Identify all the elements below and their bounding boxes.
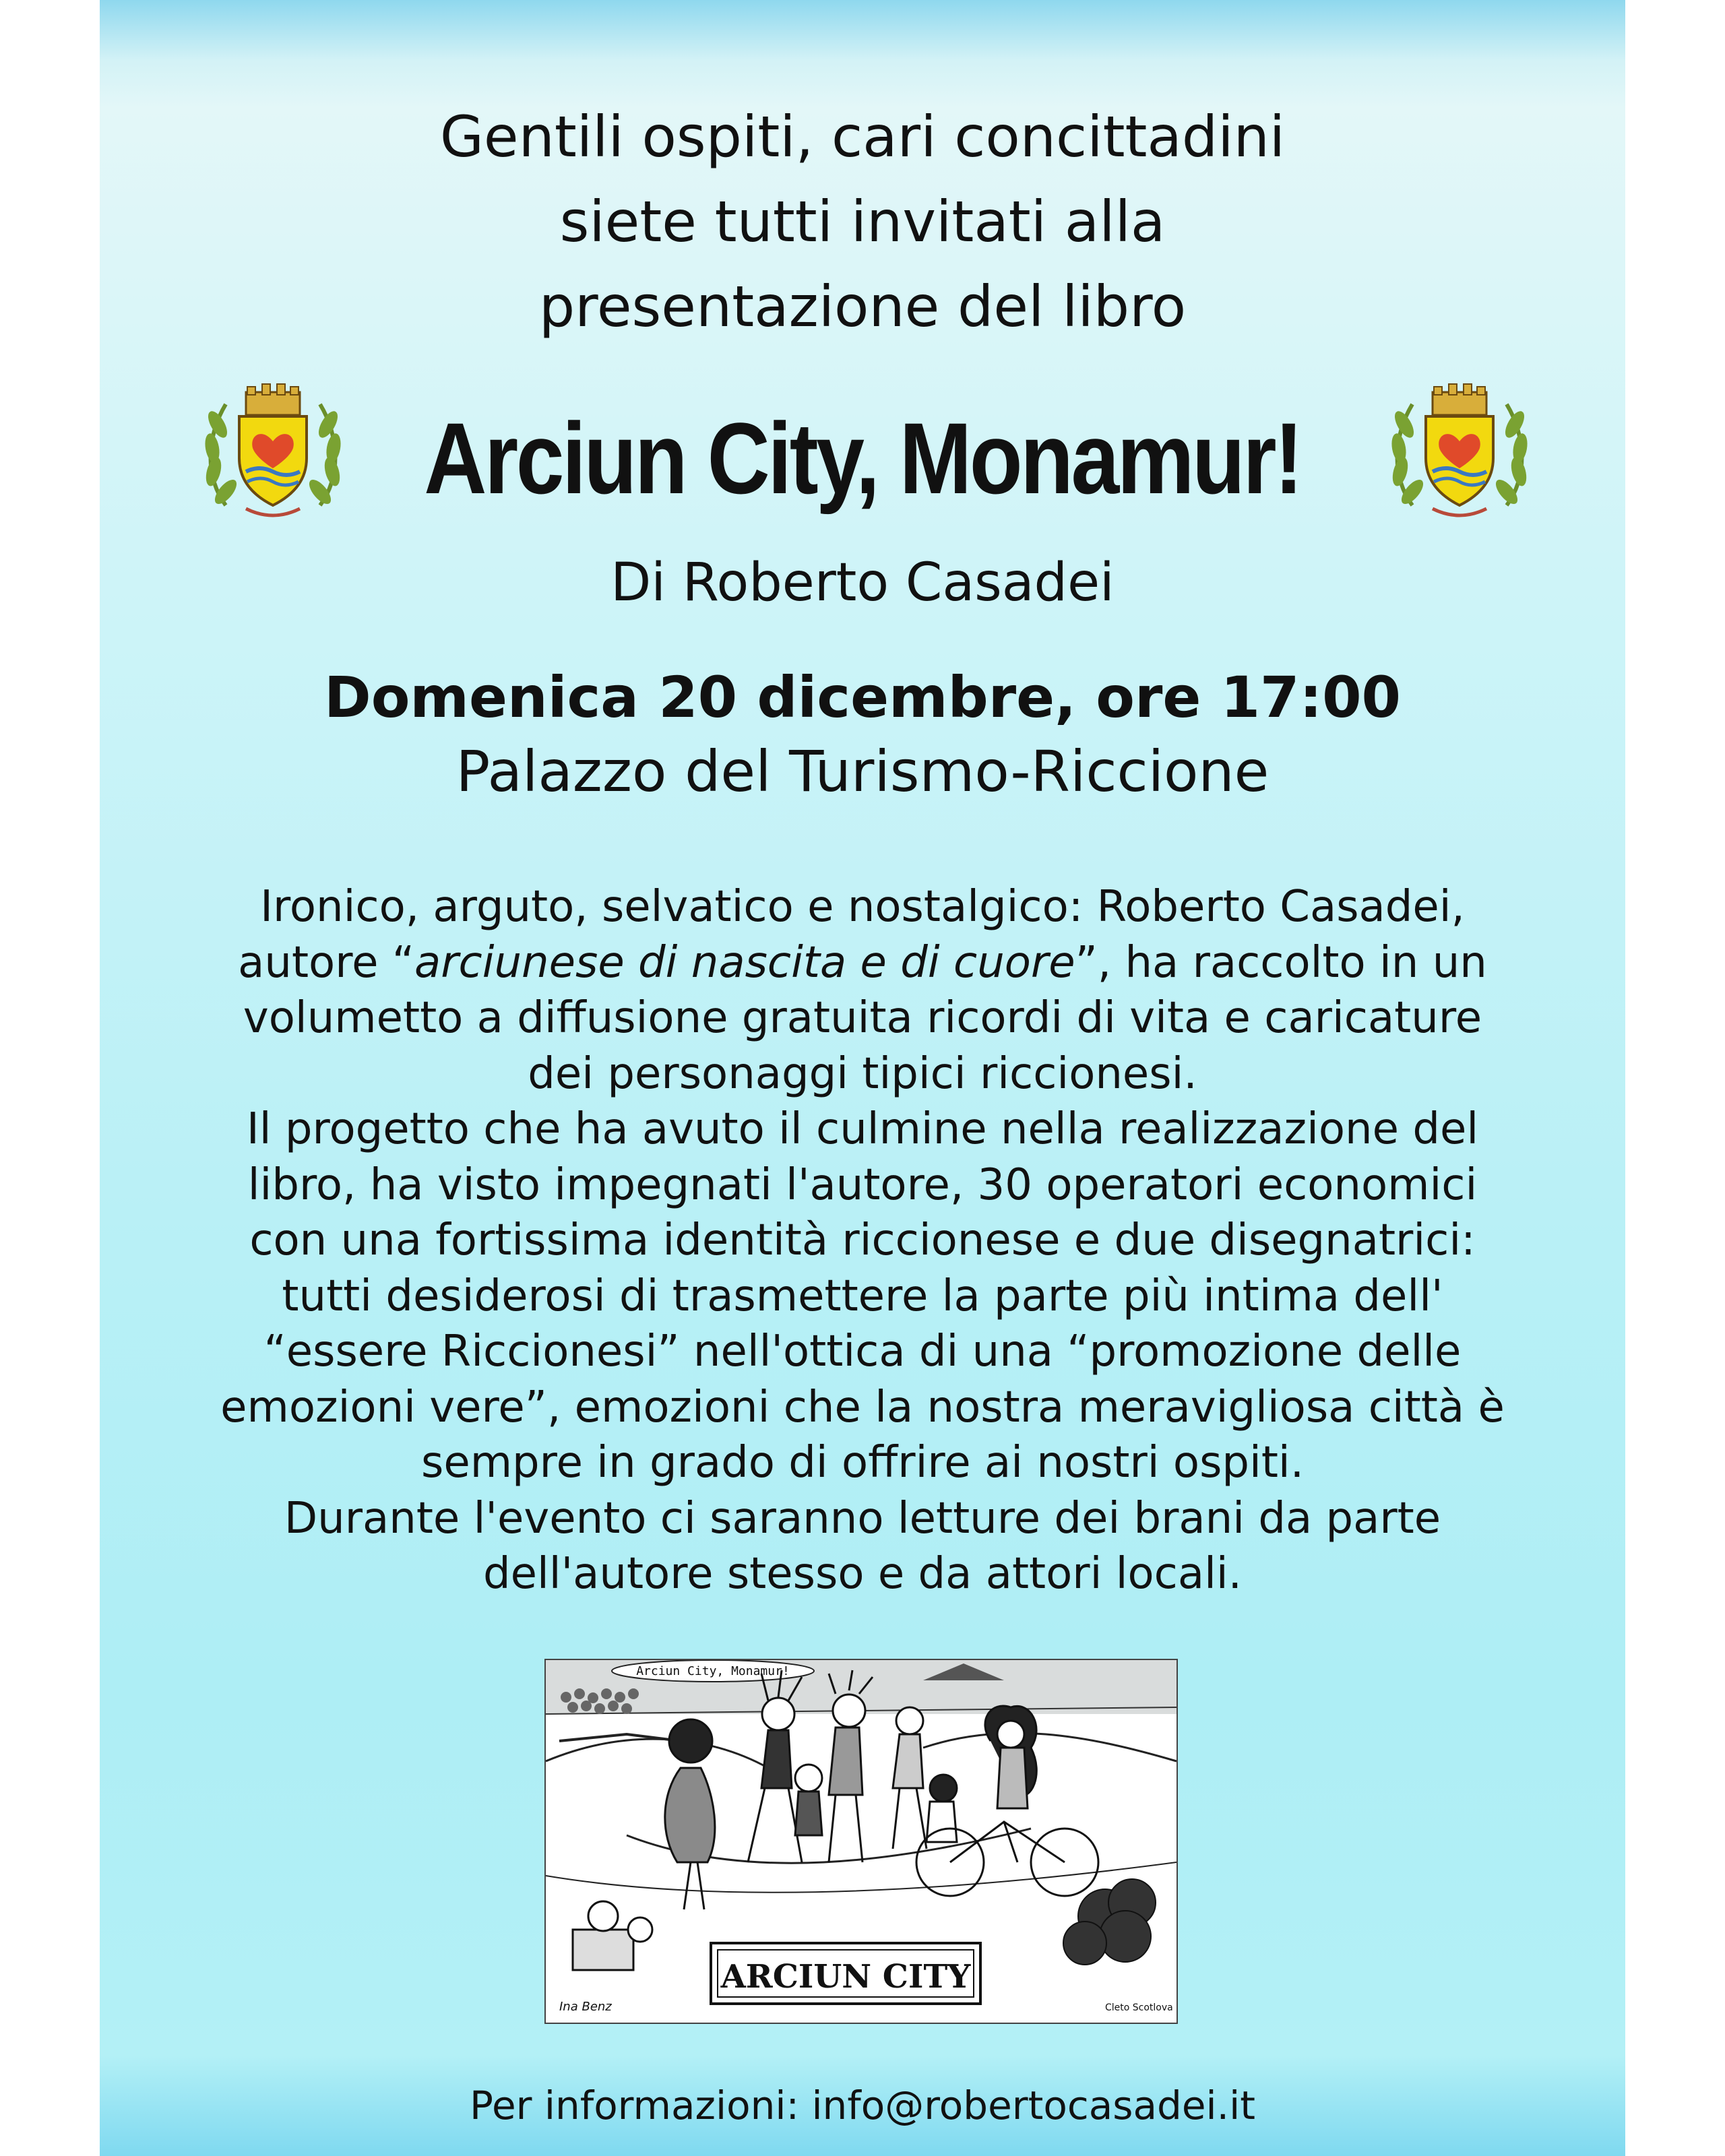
event-place: Palazzo del Turismo-Riccione	[456, 738, 1269, 804]
description-paragraph-3: Durante l'evento ci saranno letture dei brani da parte dell'autore stesso e da attori locali.	[284, 1493, 1441, 1599]
description-text	[208, 879, 1517, 1602]
cartoon-signature-right: Cleto Scotlova	[1105, 2002, 1173, 2013]
intro-text	[100, 94, 1625, 349]
event-date: Domenica 20 dicembre, ore 17:00	[323, 664, 1401, 730]
description-paragraph-1: Ironico, arguto, selvatico e nostalgico: Roberto Casadei, autore “arciunese di nascita e di cuore”, ha raccolto in un volumetto a diffusione gratuita ricordi di vita e caricature dei personaggi tipici riccionesi.	[238, 882, 1487, 1099]
cartoon-drawing	[546, 1660, 1177, 2023]
intro-line-1: Gentili ospiti, cari concittadini	[439, 104, 1286, 170]
title-row	[100, 377, 1625, 539]
contact-info: Per informazioni: info@robertocasadei.it	[470, 2083, 1255, 2128]
cartoon-signature-left: Ina Benz	[559, 2000, 612, 2014]
town-crest-icon	[1385, 377, 1534, 526]
description-paragraph-2: Il progetto che ha avuto il culmine nella realizzazione del libro, ha visto impegnati l'autore, 30 operatori economici con una fortissima identità riccionese e due disegnatrici: tutti desiderosi di trasmettere la parte più intima dell' “essere Riccionesi” nell'ottica di una “promozione delle emozioni vere”, emozioni che la nostra meravigliosa città è sempre in grado di offrire ai nostri ospiti.	[220, 1104, 1505, 1488]
author-line: Di Roberto Casadei	[610, 552, 1115, 613]
cartoon-illustration	[544, 1659, 1178, 2024]
intro-line-3: presentazione del libro	[538, 274, 1187, 340]
intro-line-2: siete tutti invitati alla	[559, 189, 1166, 255]
cartoon-banner-text: Arciun City, Monamur!	[636, 1664, 790, 1678]
book-title: Arciun City, Monamur!	[424, 402, 1301, 515]
invitation-poster	[100, 0, 1625, 2156]
cartoon-sign-text: ARCIUN CITY	[720, 1958, 971, 1996]
